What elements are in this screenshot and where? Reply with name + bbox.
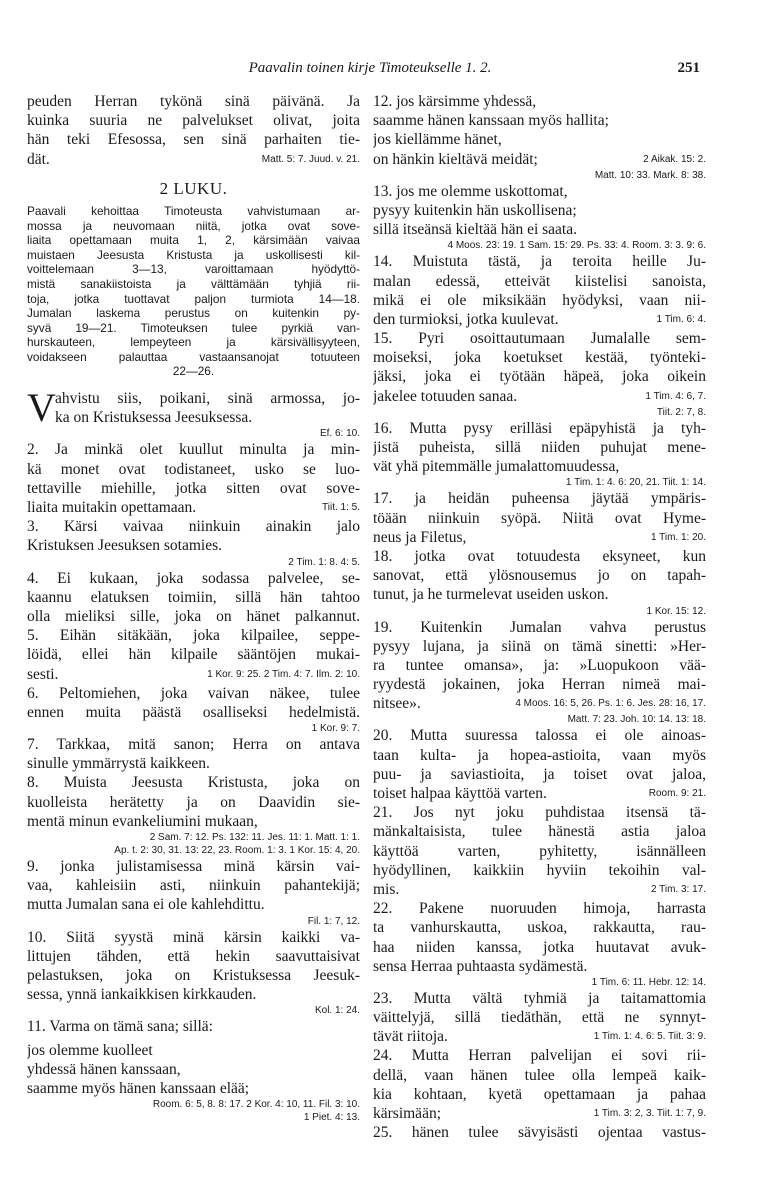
text-line: jos olemme kuolleet [27, 1041, 153, 1059]
text-line: Tiit. 1: 5. liaita muitakin opettamaan. [27, 499, 360, 517]
text-line: 8. Muista Jeesusta Kristusta, joka on [27, 774, 360, 792]
text-line: ryydestä jokainen, joka Herran nimeä mai- [373, 676, 706, 694]
text-line: tunut, ja he turmelevat useiden uskon. [373, 586, 609, 604]
text-line: sinulle ymmärrystä kaikkeen. [27, 755, 210, 773]
cross-reference: Room. 6: 5, 8. 8: 17. 2 Kor. 4: 10, 11. Fil. 3: 10. [152, 1099, 360, 1111]
cross-reference: 2 Aikak. 15: 2. [643, 153, 706, 165]
text-line: 3. Kärsi vaivaa niinkuin ainakin jalo [27, 518, 360, 536]
text-line: 1 Tim. 1: 20. neus ja Filetus, [373, 528, 706, 546]
summary-line: liaita opettamaan muita 1, 2, kärsimään vaivaa [27, 233, 360, 248]
cross-reference: Ef. 6: 10. [319, 428, 360, 440]
text-line: vät yhä pitemmälle jumalattomuudessa, [373, 458, 620, 476]
text-line: löidä, ellei hän kilpaile sääntöjen mukai- [27, 646, 360, 664]
text-line: ka on Kristuksessa Jeesuksessa. [55, 409, 253, 427]
cross-reference: 1 Piet. 4: 13. [303, 1112, 360, 1124]
cross-reference: 1 Tim. 1: 4. 6: 5. Tiit. 3: 9. [593, 1031, 706, 1043]
text-line: 23. Mutta vältä tyhmiä ja taitamattomia [373, 989, 706, 1007]
cross-reference: 1 Kor. 15: 12. [646, 605, 706, 617]
text-line: pysyy kuitenkin hän uskollisena; [373, 201, 577, 219]
text-line: haa niiden kanssa, jotka huutavat avuk- [373, 938, 706, 956]
text-line: Room. 9: 21. toiset halpaa käyttöä varten. [373, 785, 706, 802]
text-line: 5. Eihän sitäkään, joka kilpailee, seppe- [27, 627, 360, 645]
text-line: ahvistu siis, poikani, sinä armossa, jo- [55, 390, 360, 408]
text-line: Kristuksen Jeesuksen sotamies. [27, 537, 223, 555]
text-line: jos kiellämme hänet, [373, 131, 502, 149]
right-column [373, 92, 706, 1142]
text-line: yhdessä hänen kanssaan, [27, 1060, 181, 1078]
text-line: 1 Kor. 9: 25. 2 Tim. 4: 7. Ilm. 2: 10. sesti. [27, 665, 360, 683]
text-line: 19. Kuitenkin Jumalan vahva perustus [373, 618, 706, 636]
cross-reference: 1 Tim. 6: 11. Hebr. 12: 14. [591, 976, 706, 988]
text-line: 2 Aikak. 15: 2. on hänkin kieltävä meidät; [373, 150, 706, 168]
summary-line: Paavali kehoittaa Timoteusta vahvistumaan ar- [27, 203, 360, 218]
left-column [27, 92, 360, 1124]
text-line: 21. Jos nyt joku puhdistaa itsensä tä- [373, 804, 706, 822]
text-line: 4. Ei kukaan, joka sodassa palvelee, se- [27, 569, 360, 587]
chapter-summary [27, 204, 360, 379]
text-line: mentä minun evankeliumini mukaan, [27, 812, 258, 830]
text-line: 16. Mutta pysy erilläsi epäpyhistä ja tyh- [373, 419, 706, 437]
text-line: moiseksi, joka koetukset kestää, työnteki- [373, 349, 706, 367]
summary-line: muistaen Jeesusta Kristusta ja uskollisesti kil- [27, 247, 360, 262]
text-line: 10. Siitä syystä minä kärsin kaikki va- [27, 928, 360, 946]
text-line: Matt. 5: 7. Juud. v. 21. dät. [27, 150, 360, 168]
text-line: 1 Tim. 3: 2, 3. Tiit. 1: 7, 9. kärsimään; [373, 1105, 706, 1122]
cross-reference: 1 Tim. 6: 4. [656, 313, 706, 325]
text-line: jäksi, joka ei työtään häpeä, joka oikein [373, 368, 706, 386]
text-line: vaa, kahleisiin asti, niinkuin pahantekijä; [27, 877, 360, 895]
text-line: kuinka suuria ne palvelukset olivat, joita [27, 112, 360, 130]
text-line: 15. Pyri osoittautumaan Jumalalle sem- [373, 330, 706, 348]
cross-reference: 4 Moos. 23: 19. 1 Sam. 15: 29. Ps. 33: 4. Room. 3: 3. 9: 6. [447, 240, 706, 252]
text-line: 7. Tarkkaa, mitä sanon; Herra on antava [27, 736, 360, 754]
cross-reference: Kol. 1: 24. [314, 1005, 360, 1017]
text-line: sillä itseänsä kieltää hän ei saata. [373, 221, 577, 239]
text-line: 18. jotka ovat totuudesta eksyneet, kun [373, 547, 706, 565]
text-line: ta vanhurskautta, uskoa, rakkautta, rau- [373, 919, 706, 937]
cross-reference: 2 Tim. 1: 8. 4: 5. [288, 556, 360, 568]
text-line: 4 Moos. 16: 5, 26. Ps. 1: 6. Jes. 28: 16, 17. nitsee». [373, 695, 706, 713]
text-line: pysyy lujana, ja siinä on tämä sinetti: »Her- [373, 637, 706, 655]
text-line: 22. Pakene nuoruuden himoja, harrasta [373, 900, 706, 918]
cross-reference: Tiit. 1: 5. [322, 502, 360, 514]
summary-line: hurskauteen, lempeyteen ja kärsivällisyyteen, [27, 335, 360, 350]
text-line: mutta Jumalan sana ei ole kahlehdittu. [27, 896, 265, 914]
text-line: käyttöä varten, pyhitetty, isännälleen [373, 842, 706, 860]
text-line: pelastuksen, joka on Kristuksessa Jeesuk- [27, 966, 360, 984]
text-line: olla mieliksi sille, joka on hänet palkannut. [27, 607, 360, 625]
cross-reference: 1 Kor. 9: 25. 2 Tim. 4: 7. Ilm. 2: 10. [207, 668, 360, 680]
opening-verse [27, 385, 360, 431]
text-line: 1 Tim. 1: 4. 6: 5. Tiit. 3: 9. tävät riitoja. [373, 1028, 706, 1046]
cross-reference: 1 Tim. 4: 6, 7. [645, 390, 706, 402]
drop-cap: V [27, 385, 56, 431]
text-line: 17. ja heidän puheensa jäytää ympäris- [373, 490, 706, 508]
text-line: töään niinkuin syöpä. Niitä ovat Hyme- [373, 509, 706, 527]
text-line: puu- ja saviastioita, ja toiset ovat jaloa, [373, 765, 706, 783]
text-line: sanovat, että ylösnousemus jo on tapah- [373, 567, 706, 585]
text-line: saamme myös hänen kanssaan elää; [27, 1079, 250, 1097]
summary-line: mistä sanakiistoista ja välttämään tyhjiä rii- [27, 276, 360, 291]
summary-line: toja, jotka tuottavat paljon turmiota 14—18. [27, 291, 360, 306]
cross-reference: 1 Kor. 9: 7. [311, 723, 360, 735]
cross-reference: Fil. 1: 7, 12. [307, 915, 360, 927]
text-line: kä monet ovat todistaneet, usko se luo- [27, 460, 360, 478]
cross-reference: Room. 9: 21. [648, 788, 706, 799]
summary-line: voittelemaan 3—13, varoittamaan hyödyttö- [27, 262, 360, 277]
cross-reference: Matt. 7: 23. Joh. 10: 14. 13: 18. [567, 714, 706, 726]
summary-line: voidakseen palauttaa vastaansanojat totuuteen [27, 349, 360, 364]
text-line: hyödyllinen, kaikkiin hyviin tekoihin val- [373, 861, 706, 879]
text-line: jistä puheista, sillä niiden puhujat mene- [373, 439, 706, 456]
text-line: 20. Mutta suuressa talossa ei ole ainoas- [373, 727, 706, 745]
cross-reference: Tiit. 2: 7, 8. [656, 406, 706, 418]
text-line: 9. jonka julistamisessa minä kärsin vai- [27, 858, 360, 876]
text-line: tettaville miehille, jotka sitten ovat sove- [27, 479, 360, 497]
chapter-heading: 2 LUKU. [159, 178, 228, 198]
text-line: sensa Herraa puhtaasta sydämestä. [373, 957, 588, 975]
text-line: malan edessä, etteivät kiistelisi sanoista, [373, 272, 706, 290]
text-line: 2. Ja minkä olet kuullut minulta ja min- [27, 441, 360, 459]
text-line: 1 Tim. 4: 6, 7. jakelee totuuden sanaa. [373, 387, 706, 405]
cross-reference: 1 Tim. 1: 20. [650, 531, 706, 543]
text-line: ra tuntee omansa», ja: »Luopukoon vää- [373, 656, 706, 674]
summary-line: Jumalan laskema perustus on kuitenkin py- [27, 306, 360, 321]
text-line: mänkaltaisista, tulee hänestä astia jaloa [373, 823, 706, 841]
text-line: 12. jos kärsimme yhdessä, [373, 93, 537, 110]
text-line: saamme hänen kanssaan myös hallita; [373, 112, 609, 130]
cross-reference: 2 Tim. 3: 17. [650, 883, 706, 895]
text-line: 6. Peltomiehen, joka vaivan näkee, tulee [27, 684, 360, 702]
text-line: 24. Mutta Herran palvelijan ei sovi rii- [373, 1047, 706, 1065]
text-line: taan kulta- ja hopea-astioita, vaan myös [373, 746, 706, 764]
cross-reference: 1 Tim. 1: 4. 6: 20, 21. Tiit. 1: 14. [565, 477, 706, 489]
cross-reference: Matt. 10: 33. Mark. 8: 38. [594, 169, 706, 181]
summary-line: mossa ja neuvomaan niitä, jotka ovat sove- [27, 218, 360, 233]
text-line: 25. hänen tulee sävyisästi ojentaa vastus- [373, 1124, 706, 1142]
text-line: kuolleista herätetty ja on Daavidin sie- [27, 793, 360, 811]
summary-line: syvä 19—21. Timoteuksen tulee pyrkiä van- [27, 320, 360, 335]
cross-reference: Ap. t. 2: 30, 31. 13: 22, 23. Room. 1: 3. 1 Kor. 15: 4, 20. [114, 845, 360, 857]
text-line: 11. Varma on tämä sana; sillä: [27, 1018, 213, 1036]
text-line: 1 Tim. 6: 4. den turmioksi, jotka kuulevat. [373, 310, 706, 328]
text-line: 13. jos me olemme uskottomat, [373, 182, 568, 200]
text-line: ennen muita päästä osalliseksi hedelmistä. [27, 703, 360, 721]
text-line: dellä, vaan hänen tulee olla lempeä kaik- [373, 1066, 706, 1084]
summary-line: 22—26. [172, 364, 215, 379]
page-number: 251 [677, 60, 700, 76]
text-line: kaannu elatuksen toimiin, sillä hän tahtoo [27, 588, 360, 606]
cross-reference: 2 Sam. 7: 12. Ps. 132: 11. Jes. 11: 1. Matt. 1: 1. [149, 832, 360, 844]
cross-reference: 1 Tim. 3: 2, 3. Tiit. 1: 7, 9. [593, 1108, 706, 1119]
text-line: 2 Tim. 3: 17. mis. [373, 880, 706, 898]
text-line: 14. Muistuta tästä, ja teroita heille Ju- [373, 253, 706, 271]
text-line: peuden Herran tykönä sinä päivänä. Ja [27, 93, 360, 110]
text-line: hän teki Efesossa, sen sinä parhaiten tie- [27, 131, 360, 149]
text-line: sessa, ynnä iankaikkisen kirkkauden. [27, 986, 257, 1004]
text-line: väittelyjä, sillä tiedäthän, että ne synnyt- [373, 1009, 706, 1027]
cross-reference: 4 Moos. 16: 5, 26. Ps. 1: 6. Jes. 28: 16, 17. [515, 698, 706, 710]
cross-reference: Matt. 5: 7. Juud. v. 21. [261, 153, 360, 165]
running-title: Paavalin toinen kirje Timoteukselle 1. 2. [248, 60, 492, 76]
page-header [0, 60, 784, 84]
text-line: kia kohtaan, kyetä opettamaan ja pahaa [373, 1085, 706, 1103]
text-line: littujen tähden, että hekin saavuttaisivat [27, 947, 360, 965]
text-line: mikä ei ole miksikään hyödyksi, vaan nii- [373, 291, 706, 309]
